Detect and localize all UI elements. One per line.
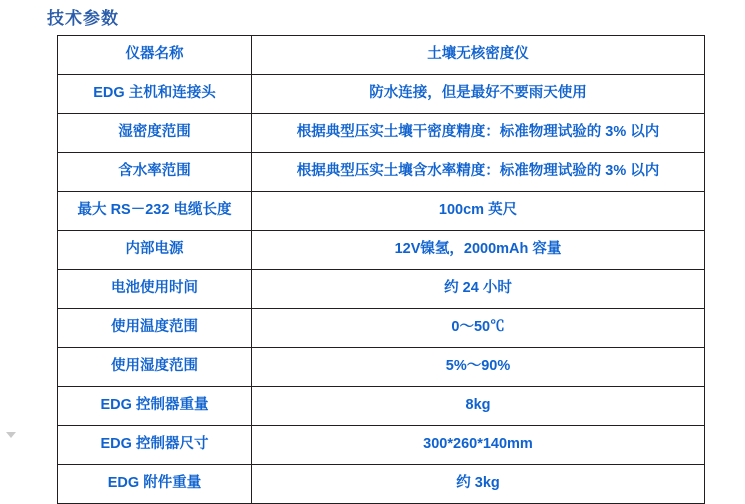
table-row <box>58 348 705 387</box>
table-cell-value: 5%～90% <box>252 348 705 387</box>
table-row <box>58 387 705 426</box>
table-cell-value: 约 3kg <box>252 465 705 504</box>
table-cell-label: 最大 RS－232 电缆长度 <box>58 192 252 231</box>
table-row <box>58 465 705 504</box>
table-row <box>58 426 705 465</box>
specifications-table <box>57 35 705 504</box>
table-row <box>58 75 705 114</box>
table-cell-label: EDG 主机和连接头 <box>58 75 252 114</box>
table-cell-value: 防水连接，但是最好不要雨天使用 <box>252 75 705 114</box>
table-row <box>58 270 705 309</box>
table-cell-value: 300*260*140mm <box>252 426 705 465</box>
table-cell-label: EDG 附件重量 <box>58 465 252 504</box>
table-cell-value: 根据典型压实土壤含水率精度：标准物理试验的 3% 以内 <box>252 153 705 192</box>
table-cell-value: 8kg <box>252 387 705 426</box>
table-row <box>58 114 705 153</box>
table-cell-value: 土壤无核密度仪 <box>252 36 705 75</box>
table-cell-label: 仪器名称 <box>58 36 252 75</box>
table-row <box>58 153 705 192</box>
table-row <box>58 36 705 75</box>
table-row <box>58 309 705 348</box>
table-cell-value: 根据典型压实土壤干密度精度：标准物理试验的 3% 以内 <box>252 114 705 153</box>
table-cell-label: 内部电源 <box>58 231 252 270</box>
table-cell-label: 含水率范围 <box>58 153 252 192</box>
table-row <box>58 231 705 270</box>
table-cell-label: 使用湿度范围 <box>58 348 252 387</box>
table-cell-label: 使用温度范围 <box>58 309 252 348</box>
table-cell-label: 湿密度范围 <box>58 114 252 153</box>
page-title: 技术参数 <box>47 9 119 28</box>
table-cell-value: 100cm 英尺 <box>252 192 705 231</box>
table-cell-label: EDG 控制器尺寸 <box>58 426 252 465</box>
table-cell-label: 电池使用时间 <box>58 270 252 309</box>
table-cell-value: 12V镍氢，2000mAh 容量 <box>252 231 705 270</box>
table-body <box>58 36 705 504</box>
table-cell-label: EDG 控制器重量 <box>58 387 252 426</box>
table-cell-value: 约 24 小时 <box>252 270 705 309</box>
table-cell-value: 0～50℃ <box>252 309 705 348</box>
table-row <box>58 192 705 231</box>
scroll-down-arrow-icon <box>6 432 16 438</box>
